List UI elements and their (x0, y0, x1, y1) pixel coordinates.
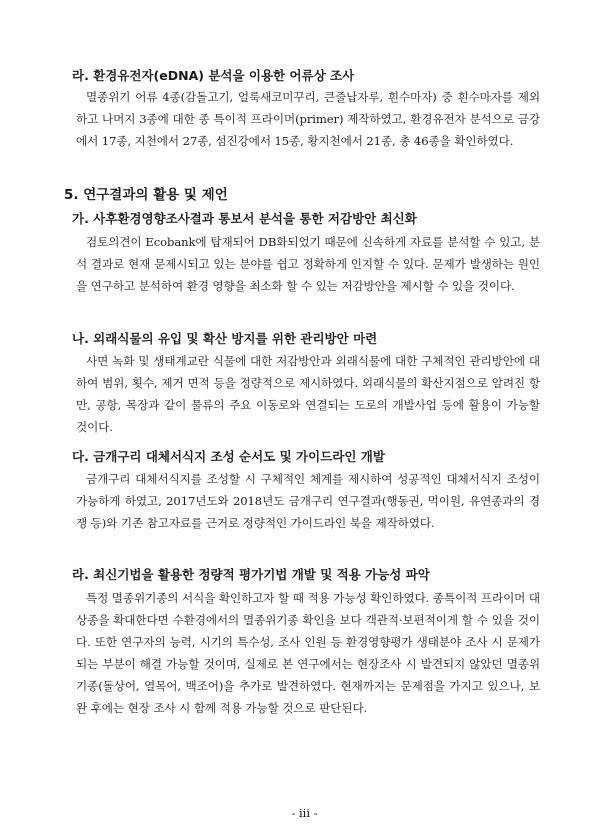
section-heading-quantitative-method: 라. 최신기법을 활용한 정량적 평가기법 개발 및 적용 가능성 파악 (72, 567, 430, 582)
section-heading-invasive-plants: 나. 외래식물의 유입 및 확산 방지를 위한 관리방안 마련 (72, 331, 378, 346)
section-body-invasive-plants: 사면 녹화 및 생태계교란 식물에 대한 저감방안과 외래식물에 대한 구체적인 관리방안에 대하여 범위, 횟수, 제거 면적 등을 정량적으로 제시하였다. 외래식물의 확산지점으로 알려진 항만, 공항, 목장과 같이 물류의 주요 이동로와 연결되는 도로의 개발사업 등에 활용이 가능할 것이다. (76, 354, 540, 434)
section-heading-frog-habitat: 다. 금개구리 대체서식지 조성 순서도 및 가이드라인 개발 (72, 449, 385, 464)
section-heading-edna: 라. 환경유전자(eDNA) 분석을 이용한 어류상 조사 (72, 68, 355, 83)
section-heading-report-analysis: 가. 사후환경영향조사결과 통보서 분석을 통한 저감방안 최신화 (72, 211, 417, 226)
section-body-report-analysis: 검토의견이 Ecobank에 탑재되어 DB화되었기 때문에 신속하게 자료를 분석할 수 있고, 분석 결과로 현재 문제시되고 있는 분야를 쉽고 정확하게 인지할 수 있다. 문제가 발생하는 원인을 연구하고 분석하여 환경 영향을 최소화 할 수 있는 저감방안을 제시할 수 있을 것이다. (76, 235, 540, 293)
page-number: - iii - (291, 806, 318, 820)
section-body-quantitative-method: 특정 멸종위기종의 서식을 확인하고자 할 때 적용 가능성 확인하였다. 종특이적 프라이머 대상종을 확대한다면 수환경에서의 멸종위기종 확인을 보다 객관적·보편적이게 할 수 있을 것이다. 또한 연구자의 능력, 시기의 특수성, 조사 인원 등 환경영향평가 생태분야 조사 시 문제가 되는 부분이 해결 가능할 것이며, 실제로 본 연구에서는 현장조사 시 발견되지 않았던 멸종위기종(돌상어, 열목어, 백조어)을 추가로 발견하였다. 현재까지는 문제점을 가지고 있으나, 보완 후에는 현장 조사 시 함께 적용 가능할 것으로 판단된다. (76, 591, 540, 715)
section-body-frog-habitat: 금개구리 대체서식지를 조성할 시 구체적인 체계를 제시하여 성공적인 대체서식지 조성이 가능하게 하였고, 2017년도와 2018년도 금개구리 연구결과(행동권, 먹이원, 유연종과의 경쟁 등)와 기존 참고자료를 근거로 정량적인 가이드라인 북을 제작하였다. (76, 472, 540, 530)
section-body-edna: 멸종위기 어류 4종(감돌고기, 얼룩새코미꾸리, 큰줄납자루, 흰수마자) 중 흰수마자를 제외하고 나머지 3종에 대한 종 특이적 프라이머(primer) 제작하였고, 환경유전자 분석으로 금강에서 17종, 지천에서 27종, 섬진강에서 15종, 황지천에서 21종, 총 46종을 확인하였다. (76, 90, 540, 148)
chapter-heading-utilization: 5. 연구결과의 활용 및 제언 (64, 187, 228, 203)
